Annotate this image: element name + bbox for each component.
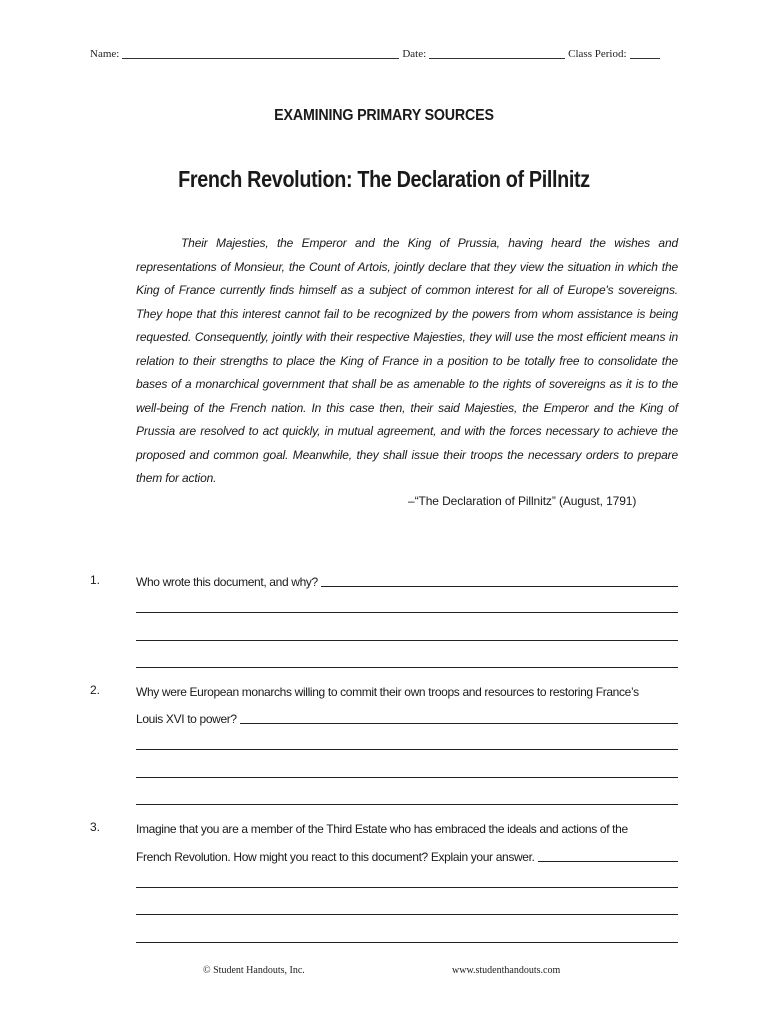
question-2-prompt-line-1 bbox=[136, 681, 678, 699]
date-label: Date: bbox=[402, 48, 427, 60]
answer-line[interactable] bbox=[136, 804, 678, 805]
question-1-prompt-line bbox=[136, 571, 678, 589]
student-info-header bbox=[90, 47, 680, 60]
answer-rule[interactable] bbox=[538, 860, 678, 862]
question-2-number: 2. bbox=[90, 683, 101, 697]
answer-line[interactable] bbox=[136, 640, 678, 641]
question-3-text-1: Imagine that you are a member of the Third Estate who has embraced the ideals and actions of the bbox=[136, 822, 628, 836]
answer-rule[interactable] bbox=[240, 722, 678, 724]
question-3-prompt-line-2 bbox=[136, 846, 678, 864]
name-label: Name: bbox=[90, 48, 120, 60]
answer-line[interactable] bbox=[136, 887, 678, 888]
answer-line[interactable] bbox=[136, 914, 678, 915]
answer-line[interactable] bbox=[136, 942, 678, 943]
answer-line[interactable] bbox=[136, 612, 678, 613]
answer-line[interactable] bbox=[136, 749, 678, 750]
answer-line[interactable] bbox=[136, 777, 678, 778]
date-field[interactable] bbox=[429, 47, 565, 59]
answer-line[interactable] bbox=[136, 667, 678, 668]
question-2-text-2: Louis XVI to power? bbox=[136, 712, 237, 726]
footer-website: www.studenthandouts.com bbox=[452, 965, 561, 976]
class-period-field[interactable] bbox=[630, 47, 660, 59]
question-3-text-2: French Revolution. How might you react to this document? Explain your answer. bbox=[136, 850, 535, 864]
answer-rule[interactable] bbox=[321, 585, 678, 587]
question-3-prompt-line-1 bbox=[136, 818, 678, 836]
question-2-prompt-line-2 bbox=[136, 708, 678, 726]
footer-copyright: © Student Handouts, Inc. bbox=[203, 965, 305, 976]
section-title: EXAMINING PRIMARY SOURCES bbox=[274, 107, 494, 124]
name-field[interactable] bbox=[122, 47, 399, 59]
quote-citation: –“The Declaration of Pillnitz” (August, 1791) bbox=[408, 494, 637, 508]
question-2-text-1: Why were European monarchs willing to commit their own troops and resources to restoring France’s bbox=[136, 685, 639, 699]
question-3-number: 3. bbox=[90, 820, 101, 834]
question-1-number: 1. bbox=[90, 573, 101, 587]
class-period-label: Class Period: bbox=[568, 48, 627, 60]
primary-source-quote: Their Majesties, the Emperor and the King of Prussia, having heard the wishes and representations of Monsieur, the Count of Artois, jointly declare that they view the situation in which the King of France currently finds himself as a subject of common interest for all of Europe's sovereigns. They hope that this interest cannot fail to be recognized by the powers from whom assistance is being requested. Consequently, jointly with their respective Majesties, they will use the most efficient means in relation to their strengths to place the King of France in a position to be totally free to consolidate the bases of a monarchical government that shall be as amenable to the rights of sovereigns as it is to the well-being of the French nation. In this case then, their said Majesties, the Emperor and the King of Prussia are resolved to act quickly, in mutual agreement, and with the forces necessary to achieve the proposed and common goal. Meanwhile, they shall issue their troops the necessary orders to prepare them for action. bbox=[136, 236, 678, 485]
question-1-text: Who wrote this document, and why? bbox=[136, 575, 318, 589]
document-title: French Revolution: The Declaration of Pillnitz bbox=[178, 166, 590, 192]
